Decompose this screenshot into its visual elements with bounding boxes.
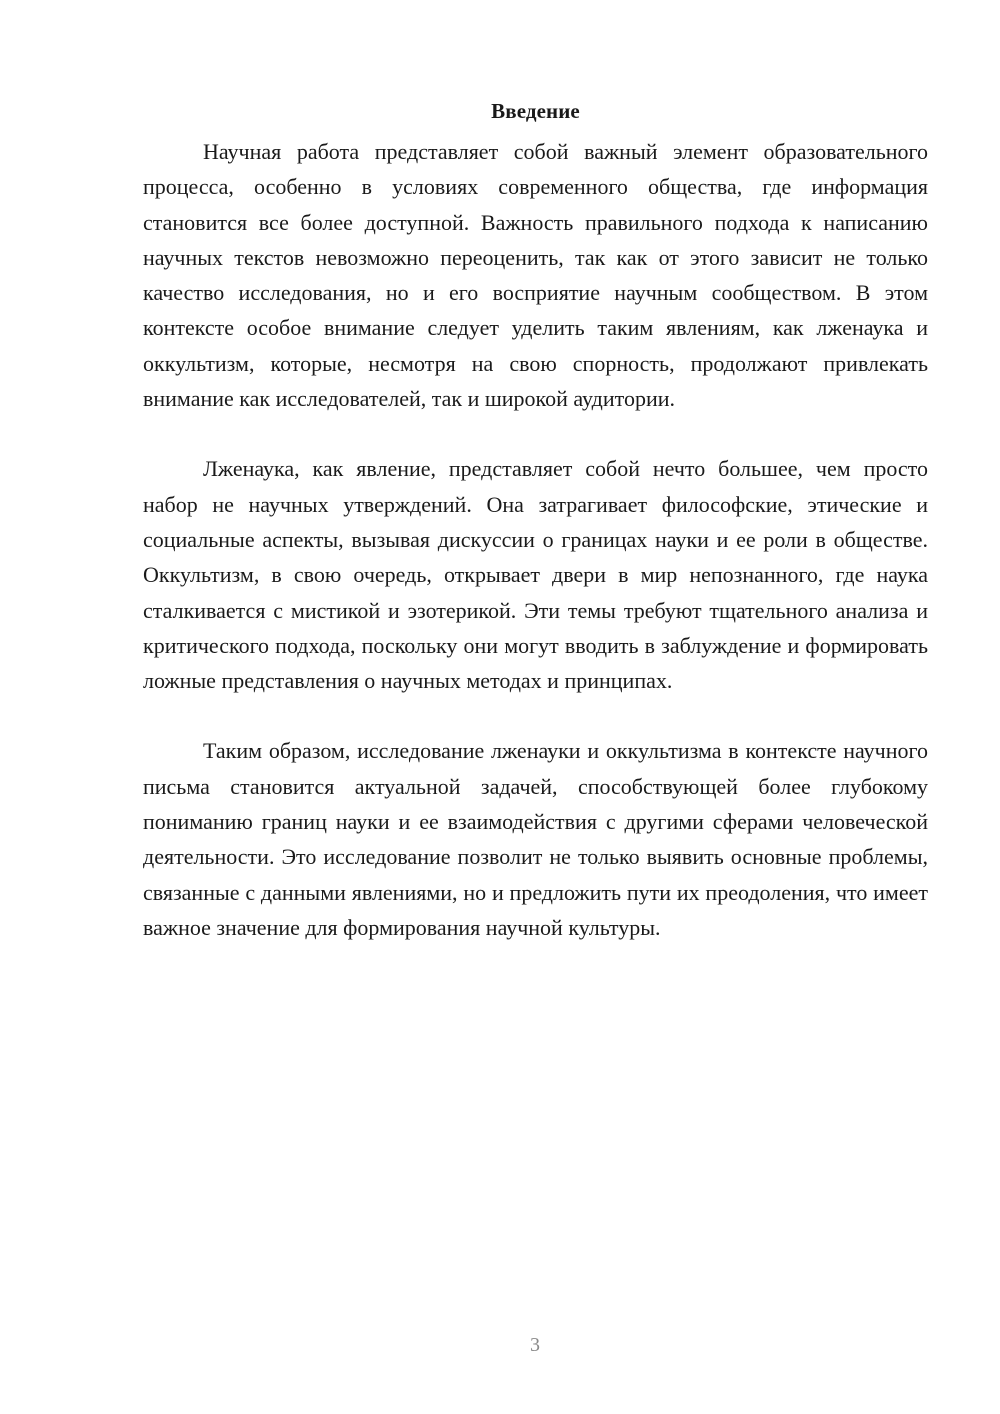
paragraph-1: Научная работа представляет собой важный элемент образовательного процесса, особенно в условиях современного общества, где информация становится все более доступной. Важность правильного подхода к написанию научных текстов невозможно переоценить, так как от этого зависит не только качество исследования, но и его восприятие научным сообществом. В этом контексте особое внимание следует уделить таким явлениям, как лженаука и оккультизм, которые, несмотря на свою спорность, продолжают привлекать внимание как исследователей, так и широкой аудитории. xyxy=(143,139,928,412)
paragraph-2: Лженаука, как явление, представляет собой нечто большее, чем просто набор не научных утверждений. Она затрагивает философские, этические и социальные аспекты, вызывая дискуссии о границах науки и ее роли в обществе. Оккультизм, в свою очередь, открывает двери в мир непознанного, где наука сталкивается с мистикой и эзотерикой. Эти темы требуют тщательного анализа и критического подхода, поскольку они могут вводить в заблуждение и формировать ложные представления о научных методах и принципах. xyxy=(143,456,928,694)
paragraph-3: Таким образом, исследование лженауки и оккультизма в контексте научного письма становится актуальной задачей, способствующей более глубокому пониманию границ науки и ее взаимодействия с другими сферами человеческой деятельности. Это исследование позволит не только выявить основные проблемы, связанные с данными явлениями, но и предложить пути их преодоления, что имеет важное значение для формирования научной культуры. xyxy=(143,738,928,940)
page-number: 3 xyxy=(530,1334,540,1356)
page-content xyxy=(143,96,928,980)
section-title: Введение xyxy=(491,99,580,123)
